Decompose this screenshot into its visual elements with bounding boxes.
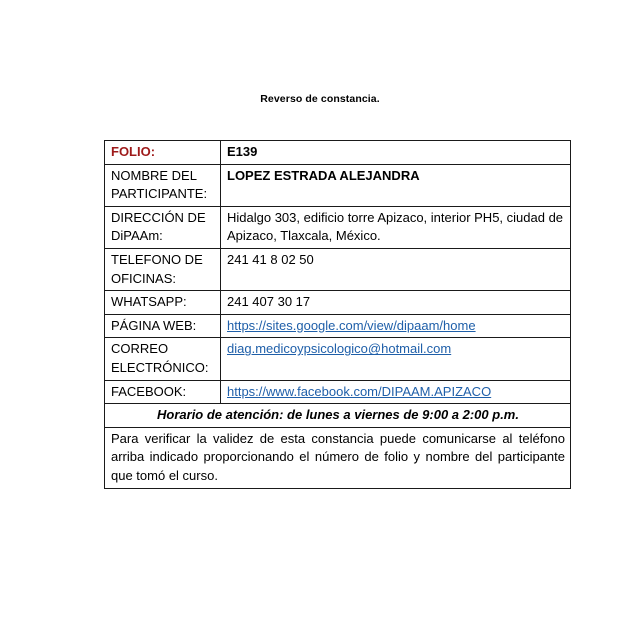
row-value-participant-name	[221, 164, 571, 206]
table-row	[105, 338, 571, 380]
table-row-schedule	[105, 404, 571, 428]
schedule-text: Horario de atención: de lunes a viernes de 9:00 a 2:00 p.m.	[105, 404, 571, 428]
verification-note-text: Para verificar la validez de esta constancia puede comunicarse al teléfono arriba indicado proporcionando el número de folio y nombre del participante que tomó el curso.	[105, 427, 571, 488]
row-label-participant-name: NOMBRE DEL PARTICIPANTE:	[105, 164, 221, 206]
folio-label-text: FOLIO:	[111, 144, 156, 159]
participant-name-text: LOPEZ ESTRADA ALEJANDRA	[227, 167, 420, 183]
table-row	[105, 248, 571, 290]
facebook-link[interactable]: https://www.facebook.com/DIPAAM.APIZACO	[227, 383, 492, 399]
row-value-office-phone: 241 41 8 02 50	[221, 248, 571, 290]
row-label-folio	[105, 141, 221, 165]
table-row	[105, 314, 571, 338]
row-label-email: CORREO ELECTRÓNICO:	[105, 338, 221, 380]
table-row	[105, 206, 571, 248]
table-row	[105, 141, 571, 165]
constancia-info-table	[104, 140, 571, 489]
table-row	[105, 380, 571, 404]
page-title: Reverso de constancia.	[260, 93, 380, 105]
table-row	[105, 164, 571, 206]
row-value-whatsapp: 241 407 30 17	[221, 291, 571, 315]
row-value-address: Hidalgo 303, edificio torre Apizaco, interior PH5, ciudad de Apizaco, Tlaxcala, México.	[221, 206, 571, 248]
table-row	[105, 291, 571, 315]
row-label-address: DIRECCIÓN DE DiPAAm:	[105, 206, 221, 248]
website-link[interactable]: https://sites.google.com/view/dipaam/home	[227, 317, 476, 333]
row-label-whatsapp: WHATSAPP:	[105, 291, 221, 315]
row-label-website: PÁGINA WEB:	[105, 314, 221, 338]
table-row-note	[105, 427, 571, 488]
folio-value-text: E139	[227, 144, 258, 159]
row-value-website	[221, 314, 571, 338]
row-value-facebook	[221, 380, 571, 404]
row-label-facebook: FACEBOOK:	[105, 380, 221, 404]
row-label-office-phone: TELEFONO DE OFICINAS:	[105, 248, 221, 290]
email-link[interactable]: diag.medicoypsicologico@hotmail.com	[227, 341, 452, 357]
row-value-email	[221, 338, 571, 380]
row-value-folio	[221, 141, 571, 165]
